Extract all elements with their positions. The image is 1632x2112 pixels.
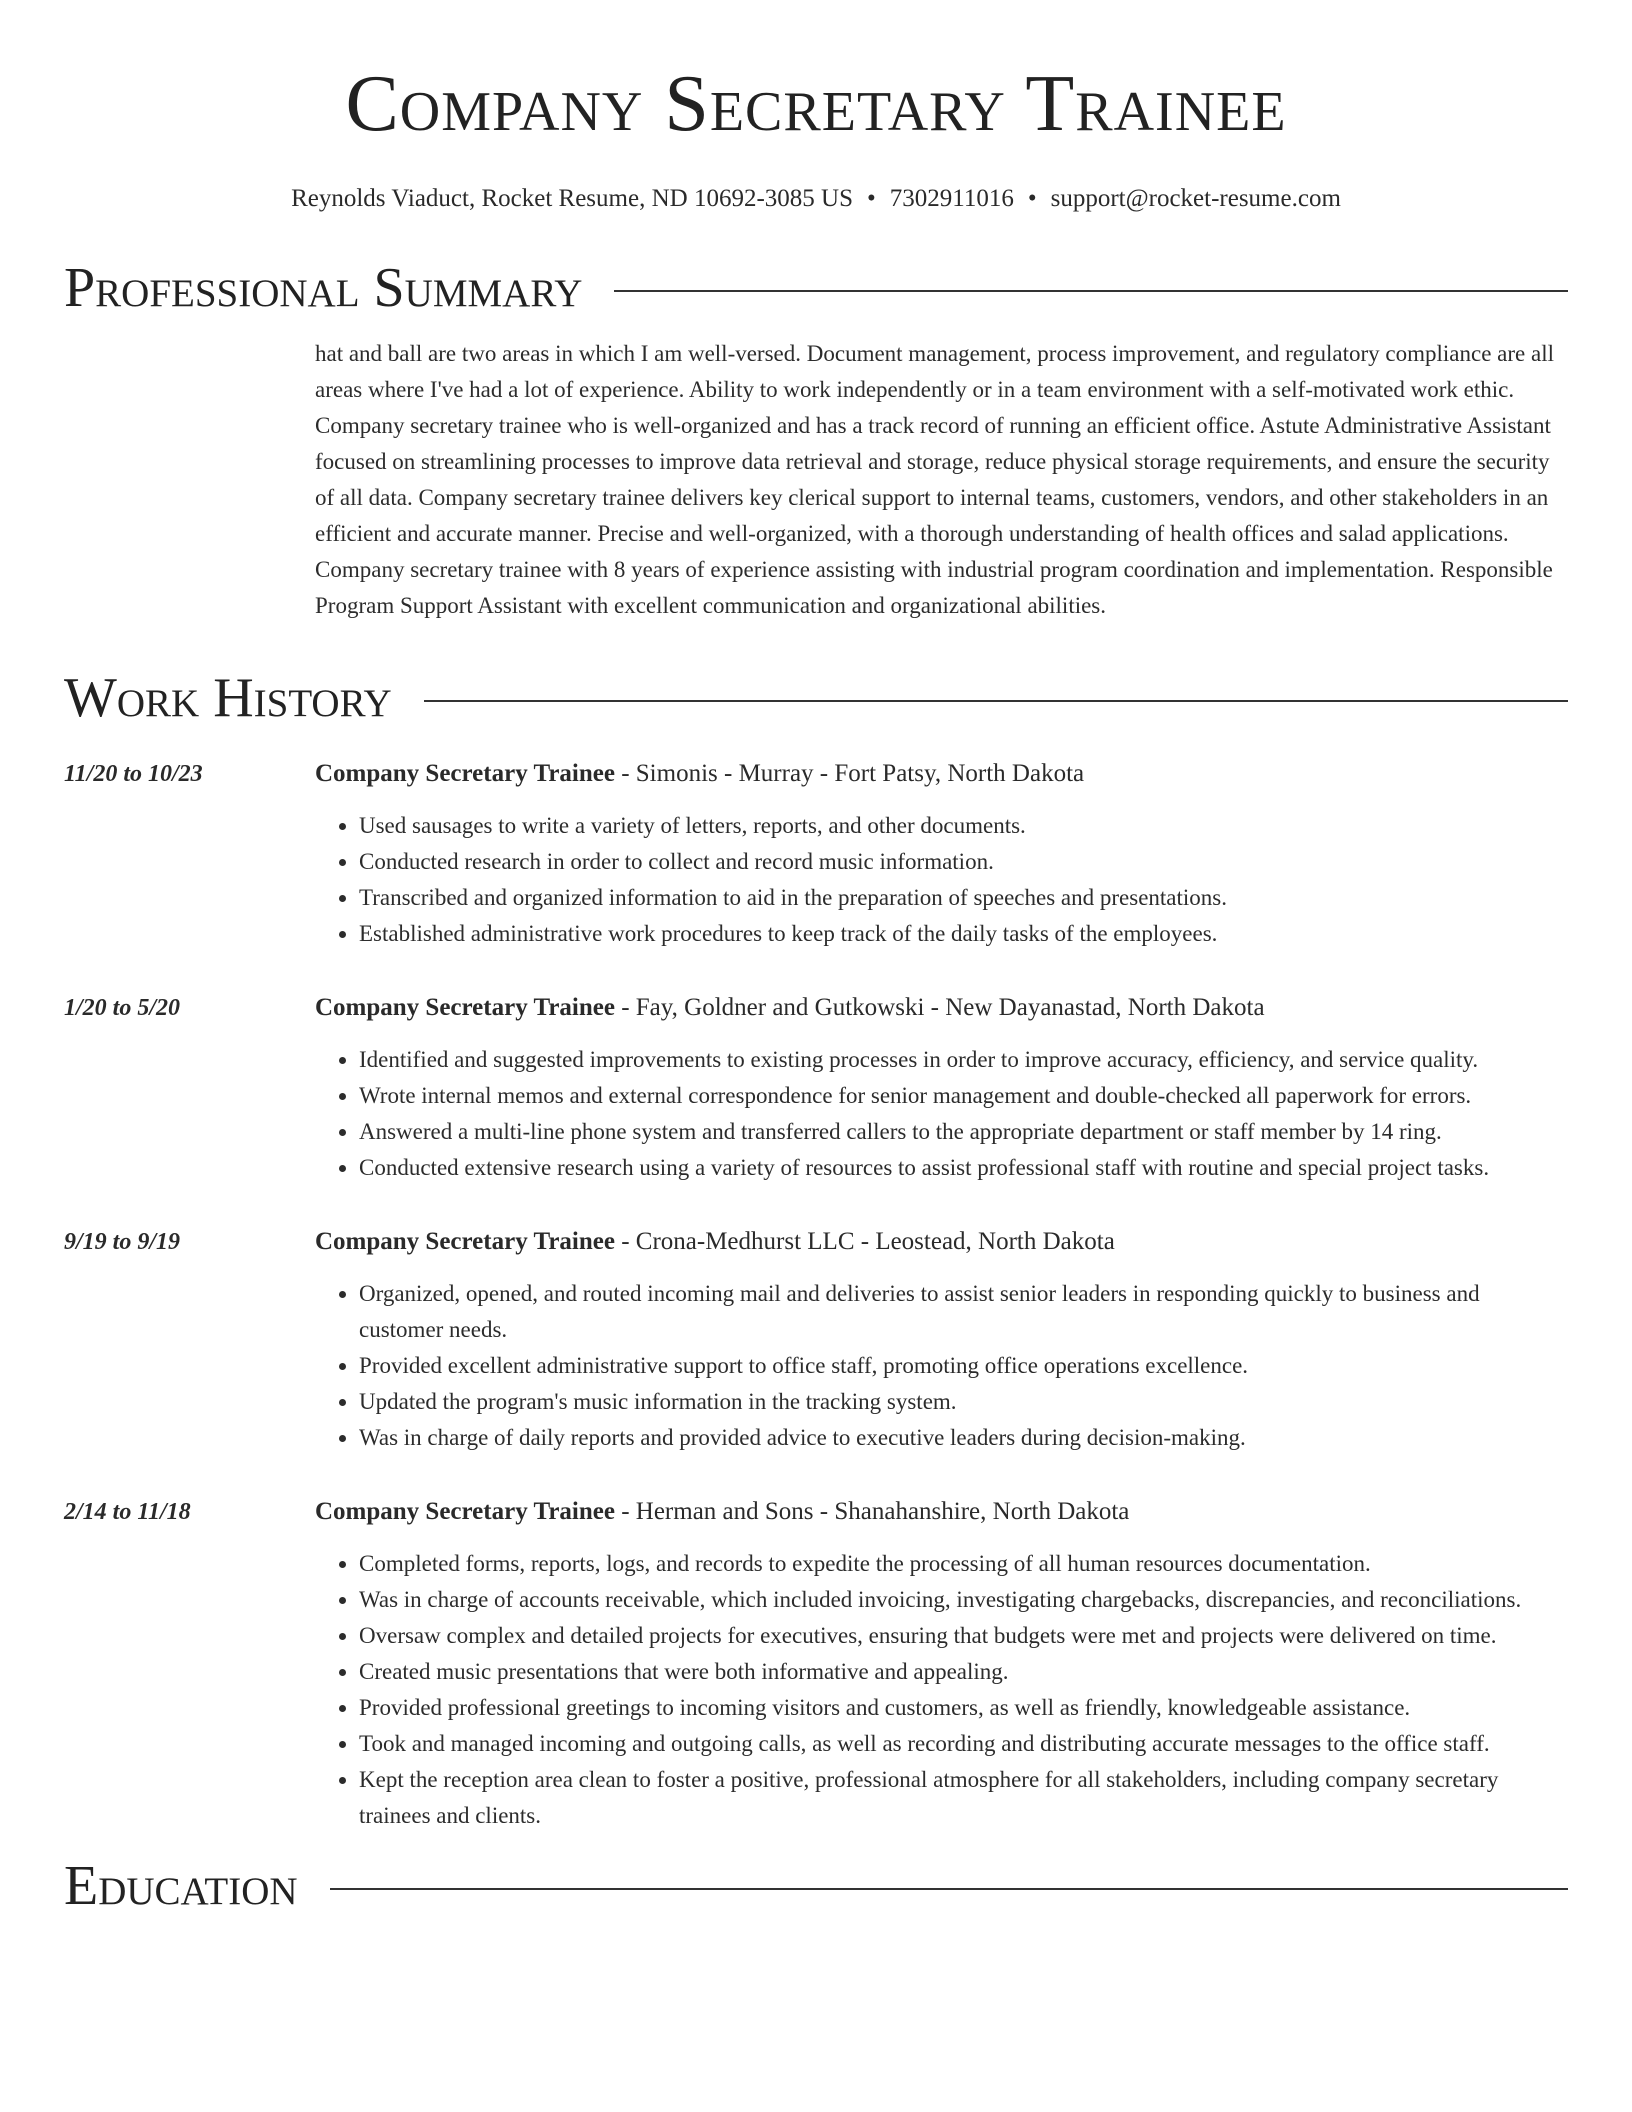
job-entry bbox=[64, 1226, 1568, 1456]
job-bullet: • Provided excellent administrative support to office staff, promoting office operations excellence. bbox=[359, 1348, 1568, 1384]
job-bullet: • Provided professional greetings to incoming visitors and customers, as well as friendly, knowledgeable assistance. bbox=[359, 1690, 1568, 1726]
contact-line bbox=[64, 184, 1568, 214]
job-bullet: • Wrote internal memos and external correspondence for senior management and double-checked all paperwork for errors. bbox=[359, 1078, 1568, 1114]
job-employer: - Simonis - Murray - Fort Patsy, North Dakota bbox=[614, 760, 1085, 787]
job-employer: - Herman and Sons - Shanahanshire, North Dakota bbox=[614, 1498, 1130, 1525]
section-divider bbox=[424, 700, 1568, 702]
job-bullet: • Updated the program's music information in the tracking system. bbox=[359, 1384, 1568, 1420]
section-divider bbox=[330, 1888, 1568, 1890]
job-bullets bbox=[315, 1276, 1568, 1456]
job-dates: 9/19 to 9/19 bbox=[64, 1229, 181, 1255]
job-bullet: • Was in charge of daily reports and provided advice to executive leaders during decision-making. bbox=[359, 1420, 1568, 1456]
job-bullet: • Conducted extensive research using a variety of resources to assist professional staff with routine and special project tasks. bbox=[359, 1150, 1568, 1186]
resume-page bbox=[64, 0, 1568, 1916]
job-bullet: • Was in charge of accounts receivable, which included invoicing, investigating chargebacks, discrepancies, and reconciliations. bbox=[359, 1582, 1568, 1618]
job-bullet: • Kept the reception area clean to foster a positive, professional atmosphere for all stakeholders, including company secretary trainees and clients. bbox=[359, 1762, 1568, 1834]
education-section-header bbox=[64, 1856, 1568, 1916]
job-bullet: • Conducted research in order to collect and record music information. bbox=[359, 844, 1568, 880]
contact-address: Reynolds Viaduct, Rocket Resume, ND 10692-3085 US bbox=[291, 185, 853, 212]
summary-section-header bbox=[64, 258, 1568, 318]
resume-name: Company Secretary Trainee bbox=[345, 60, 1287, 148]
contact-phone: 7302911016 bbox=[889, 185, 1014, 212]
work-heading: Work History bbox=[64, 667, 392, 729]
job-entry bbox=[64, 1496, 1568, 1834]
job-title: Company Secretary Trainee bbox=[315, 1498, 615, 1525]
job-bullet: • Answered a multi-line phone system and transferred callers to the appropriate department or staff member by 14 ring. bbox=[359, 1114, 1568, 1150]
summary-text: hat and ball are two areas in which I am well-versed. Document management, process improvement, and regulatory compliance are all areas where I've had a lot of experience. Ability to work independently or in a team environment with a self-motivated work ethic. Company secretary trainee who is well-organized and has a track record of running an efficient office. Astute Administrative Assistant focused on streamlining processes to improve data retrieval and storage, reduce physical storage requirements, and ensure the security of all data. Company secretary trainee delivers key clerical support to internal teams, customers, vendors, and other stakeholders in an efficient and accurate manner. Precise and well-organized, with a thorough understanding of health offices and salad applications. Company secretary trainee with 8 years of experience assisting with industrial program coordination and implementation. Responsible Program Support Assistant with excellent communication and organizational abilities. bbox=[315, 341, 1554, 618]
job-bullet: • Used sausages to write a variety of letters, reports, and other documents. bbox=[359, 808, 1568, 844]
job-dates: 11/20 to 10/23 bbox=[64, 761, 203, 787]
job-bullet: • Identified and suggested improvements to existing processes in order to improve accuracy, efficiency, and service quality. bbox=[359, 1042, 1568, 1078]
summary-heading: Professional Summary bbox=[64, 257, 583, 319]
job-employer: - Crona-Medhurst LLC - Leostead, North Dakota bbox=[614, 1228, 1115, 1255]
job-bullets bbox=[315, 1546, 1568, 1834]
job-entry bbox=[64, 758, 1568, 952]
job-body bbox=[315, 758, 1568, 952]
job-body bbox=[315, 992, 1568, 1186]
job-title-line bbox=[315, 992, 1568, 1024]
section-divider bbox=[614, 290, 1568, 292]
job-bullets bbox=[315, 808, 1568, 952]
job-title: Company Secretary Trainee bbox=[315, 1228, 615, 1255]
job-body bbox=[315, 1226, 1568, 1456]
contact-email: support@rocket-resume.com bbox=[1050, 185, 1341, 212]
job-bullets bbox=[315, 1042, 1568, 1186]
job-dates: 2/14 to 11/18 bbox=[64, 1499, 191, 1525]
contact-separator: • bbox=[866, 185, 876, 212]
job-title-line bbox=[315, 758, 1568, 790]
job-body bbox=[315, 1496, 1568, 1834]
job-employer: - Fay, Goldner and Gutkowski - New Dayanastad, North Dakota bbox=[614, 994, 1265, 1021]
job-bullet: • Took and managed incoming and outgoing calls, as well as recording and distributing accurate messages to the office staff. bbox=[359, 1726, 1568, 1762]
job-title-line bbox=[315, 1496, 1568, 1528]
job-title: Company Secretary Trainee bbox=[315, 994, 615, 1021]
job-bullet: • Transcribed and organized information to aid in the preparation of speeches and presentations. bbox=[359, 880, 1568, 916]
job-bullet: • Created music presentations that were both informative and appealing. bbox=[359, 1654, 1568, 1690]
job-bullet: • Established administrative work procedures to keep track of the daily tasks of the employees. bbox=[359, 916, 1568, 952]
job-entry bbox=[64, 992, 1568, 1186]
job-bullet: • Oversaw complex and detailed projects for executives, ensuring that budgets were met and projects were delivered on time. bbox=[359, 1618, 1568, 1654]
job-dates: 1/20 to 5/20 bbox=[64, 995, 181, 1021]
work-section-header bbox=[64, 668, 1568, 728]
job-bullet: • Completed forms, reports, logs, and records to expedite the processing of all human resources documentation. bbox=[359, 1546, 1568, 1582]
job-title: Company Secretary Trainee bbox=[315, 760, 615, 787]
contact-separator: • bbox=[1027, 185, 1037, 212]
job-title-line bbox=[315, 1226, 1568, 1258]
education-heading: Education bbox=[64, 1855, 298, 1917]
job-bullet: • Organized, opened, and routed incoming mail and deliveries to assist senior leaders in responding quickly to business and customer needs. bbox=[359, 1276, 1568, 1348]
